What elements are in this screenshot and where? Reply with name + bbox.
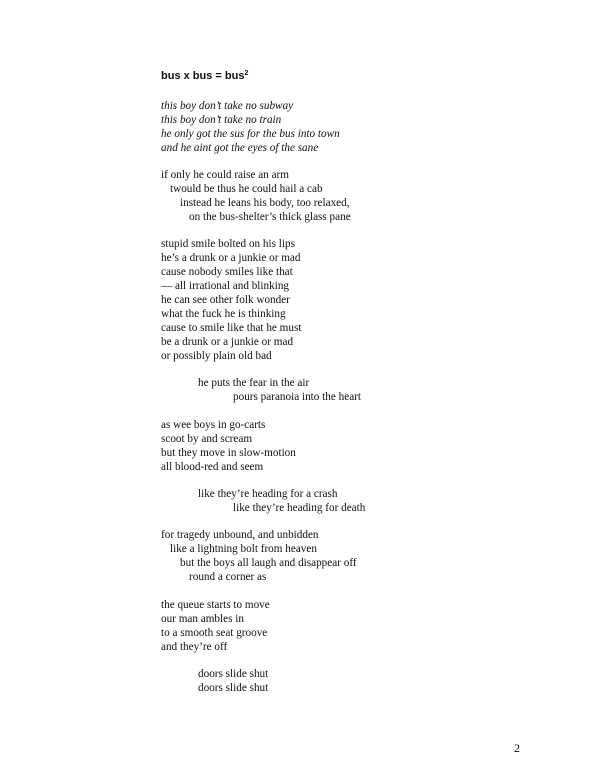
poem-line: cause nobody smiles like that: [161, 266, 293, 278]
poem-line: he can see other folk wonder: [161, 294, 290, 306]
poem-line: our man ambles in: [161, 613, 244, 625]
poem-title-superscript: 2: [244, 70, 249, 77]
poem-title-text: bus x bus = bus: [161, 70, 245, 82]
poem-line: but the boys all laugh and disappear off: [180, 557, 357, 569]
poem-title: [161, 70, 248, 82]
poem-line: if only he could raise an arm: [161, 169, 289, 181]
poem-line: twould be thus he could hail a cab: [170, 183, 323, 195]
poem-line: all blood-red and seem: [161, 461, 264, 473]
poem-line: instead he leans his body, too relaxed,: [180, 197, 350, 209]
poem-line: doors slide shut: [198, 682, 269, 694]
poem-line: be a drunk or a junkie or mad: [161, 336, 294, 348]
poem-line: as wee boys in go-carts: [161, 419, 266, 431]
poem-line: like they’re heading for a crash: [198, 488, 338, 500]
poem-line: this boy don’t take no train: [161, 114, 282, 126]
poem-line: stupid smile bolted on his lips: [161, 238, 295, 250]
poem-line: or possibly plain old bad: [161, 350, 272, 362]
poem-line: — all irrational and blinking: [161, 280, 290, 292]
poem-line: like they’re heading for death: [233, 502, 366, 514]
poem-line: pours paranoia into the heart: [233, 391, 361, 403]
poem-line: but they move in slow-motion: [161, 447, 296, 459]
poem-line: round a corner as: [189, 571, 267, 583]
page-number: 2: [514, 741, 520, 755]
poem-line: the queue starts to move: [161, 599, 270, 611]
poem-line: like a lightning bolt from heaven: [170, 543, 317, 555]
poem-line: to a smooth seat groove: [161, 627, 268, 639]
poem-line: and he aint got the eyes of the sane: [161, 142, 319, 154]
poem-line: he puts the fear in the air: [198, 377, 310, 389]
poem-line: on the bus-shelter’s thick glass pane: [189, 211, 351, 223]
poem-line: he’s a drunk or a junkie or mad: [161, 252, 301, 264]
poem-line: what the fuck he is thinking: [161, 308, 286, 320]
poem-line: he only got the sus for the bus into town: [161, 128, 340, 140]
poem-line: scoot by and scream: [161, 433, 253, 445]
poem-line: for tragedy unbound, and unbidden: [161, 529, 319, 541]
poem-line: and they’re off: [161, 641, 228, 653]
poem-line: doors slide shut: [198, 668, 269, 680]
poem-line: cause to smile like that he must: [161, 322, 302, 334]
poem-line: this boy don’t take no subway: [161, 100, 294, 112]
